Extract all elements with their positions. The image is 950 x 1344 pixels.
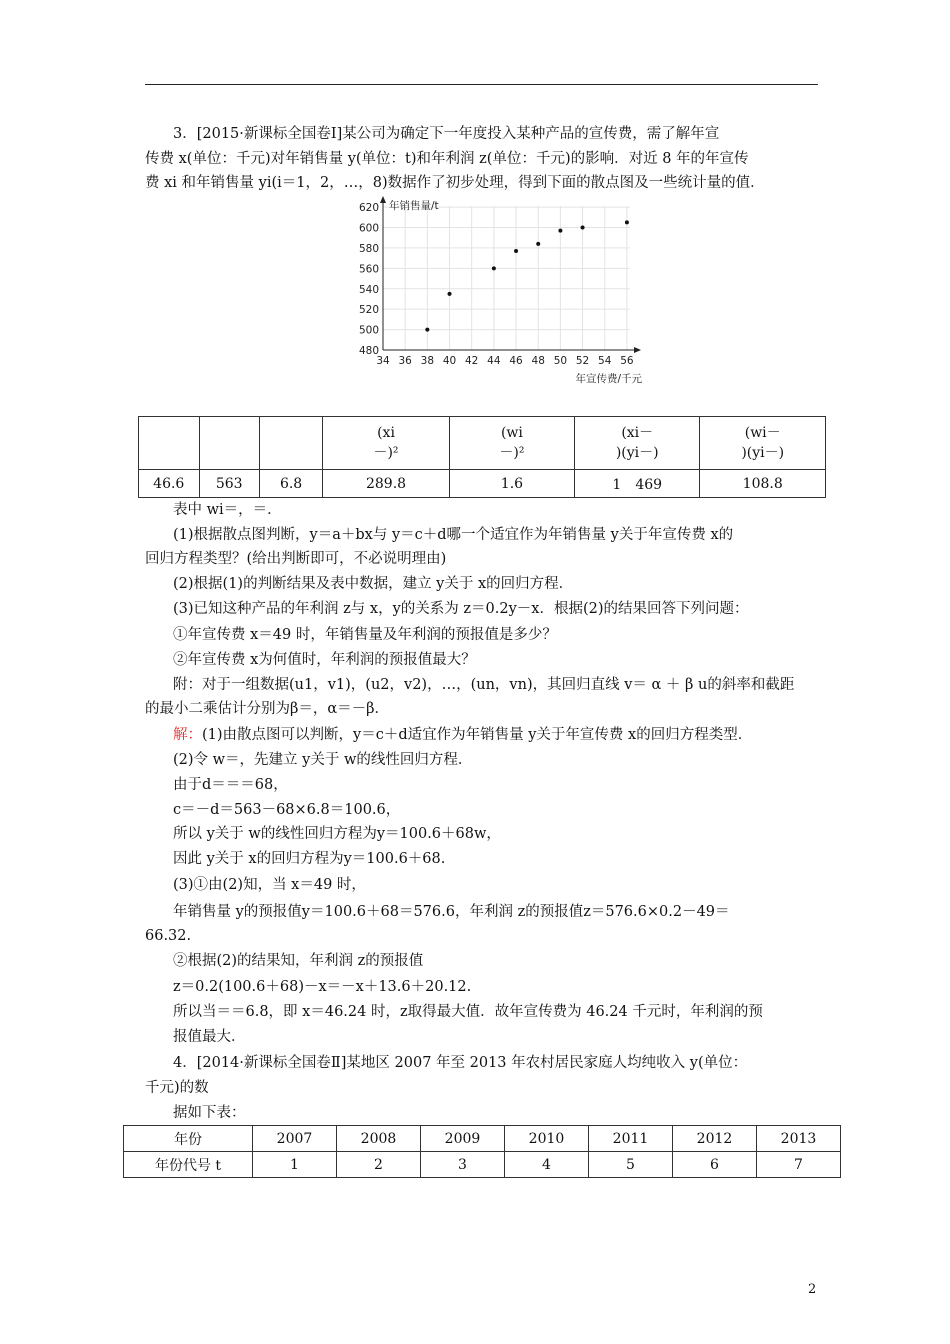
table1-header-cell: (xi －)² xyxy=(323,417,450,470)
year-code-cell: 3 xyxy=(421,1152,505,1178)
table1-header-cell xyxy=(199,417,259,470)
body-text: (3)①由(2)知，当 x＝49 时， xyxy=(173,877,366,893)
body-text: ②根据(2)的结果知，年利润 z的预报值 xyxy=(173,953,424,969)
year-cell: 2013 xyxy=(757,1126,841,1152)
year-cell: 2009 xyxy=(421,1126,505,1152)
body-text: 千元)的数 xyxy=(145,1080,209,1096)
body-line xyxy=(145,926,191,946)
body-line xyxy=(145,699,389,719)
stats-table xyxy=(138,416,826,498)
x-axis-arrow xyxy=(634,347,641,353)
x-tick-label: 52 xyxy=(575,355,590,367)
table1-header-cell xyxy=(139,417,200,470)
body-line xyxy=(145,549,446,569)
body-text: 据如下表： xyxy=(173,1105,246,1121)
body-text: 所以 y关于 w的线性回归方程为y＝100.6＋68w， xyxy=(173,826,501,842)
body-text: 4．[2014·新课标全国卷Ⅱ]某地区 2007 年至 2013 年农村居民家庭人均纯收入 y(单位： xyxy=(173,1055,748,1071)
year-cell: 2011 xyxy=(589,1126,673,1152)
body-line xyxy=(173,500,282,520)
y-tick-label: 560 xyxy=(358,263,379,276)
table1-value-cell: 46.6 xyxy=(139,470,200,498)
year-code-cell: 4 xyxy=(505,1152,589,1178)
table1-value-cell: 289.8 xyxy=(323,470,450,498)
body-line xyxy=(173,902,730,922)
year-cell: 2010 xyxy=(505,1126,589,1152)
scatter-point xyxy=(448,292,452,296)
body-line xyxy=(173,800,400,820)
scatter-point xyxy=(558,229,562,233)
body-text: z＝0.2(100.6＋68)－x＝－x＋13.6＋20.12. xyxy=(173,979,472,995)
body-text: 表中 wi＝，＝． xyxy=(173,502,282,518)
body-text: (3)已知这种产品的年利润 z与 x，y的关系为 z＝0.2y－x．根据(2)的结果回答下列问题： xyxy=(173,601,749,617)
body-line xyxy=(145,1078,209,1098)
x-tick-label: 54 xyxy=(598,355,612,367)
y-tick-label: 520 xyxy=(358,304,379,317)
x-tick-label: 46 xyxy=(509,355,523,367)
year-code-cell: 1 xyxy=(253,1152,337,1178)
body-line xyxy=(173,750,472,770)
year-code-cell: 6 xyxy=(673,1152,757,1178)
q3-line-2: 传费 x(单位：千元)对年销售量 y(单位：t)和年利润 z(单位：千元)的影响．对近 8 年的年宣传 xyxy=(145,151,749,167)
scatter-point xyxy=(514,249,518,253)
body-line xyxy=(173,599,748,619)
q3-line-3: 费 xi 和年销售量 yi(i＝1，2，…，8)数据作了初步处理，得到下面的散点图及一些统计量的值． xyxy=(145,175,765,191)
body-line xyxy=(173,951,423,971)
body-line xyxy=(173,875,366,895)
table1-value-cell: 1.6 xyxy=(449,470,574,498)
body-text: 报值最大． xyxy=(173,1029,246,1045)
y-tick-label: 480 xyxy=(358,345,379,357)
table1-value-cell: 108.8 xyxy=(700,470,826,498)
x-tick-label: 44 xyxy=(487,355,501,367)
body-text: (2)令 w＝，先建立 y关于 w的线性回归方程． xyxy=(173,752,473,768)
year-table xyxy=(123,1125,841,1178)
x-axis-label: 年宣传费/千元 xyxy=(575,373,642,385)
scatter-point xyxy=(425,328,429,332)
year-code-cell: 年份代号 t xyxy=(124,1152,253,1178)
body-text: c＝－d＝563－68×6.8＝100.6， xyxy=(173,802,401,818)
x-tick-label: 36 xyxy=(398,355,412,367)
body-line xyxy=(173,625,557,645)
header-rule xyxy=(145,84,818,85)
body-text: 的最小二乘估计分别为β＝，α＝－β． xyxy=(145,701,390,717)
table1-header-cell xyxy=(259,417,322,470)
body-line xyxy=(173,525,733,545)
table1-header-cell: (xi－ )(yi－) xyxy=(575,417,700,470)
body-text: (1)根据散点图判断，y＝a＋bx与 y＝c＋d哪一个适宜作为年销售量 y关于年宣传费 x的 xyxy=(173,527,734,543)
body-text: ②年宣传费 x为何值时，年利润的预报值最大？ xyxy=(173,652,476,668)
body-line xyxy=(173,675,794,695)
x-tick-label: 42 xyxy=(465,355,479,367)
year-code-cell: 2 xyxy=(337,1152,421,1178)
x-tick-label: 48 xyxy=(531,355,545,367)
body-text: (2)根据(1)的判断结果及表中数据，建立 y关于 x的回归方程． xyxy=(173,576,574,592)
body-line xyxy=(173,775,288,795)
body-line xyxy=(173,1053,747,1073)
body-line xyxy=(173,650,476,670)
body-line xyxy=(173,1027,246,1047)
scatter-point xyxy=(581,226,585,230)
scatter-point xyxy=(536,242,540,246)
table1-value-cell: 1 469 xyxy=(575,470,700,498)
body-line xyxy=(173,977,471,997)
body-text: 因此 y关于 x的回归方程为y＝100.6＋68. xyxy=(173,851,446,867)
body-line xyxy=(173,1002,763,1022)
body-line xyxy=(173,824,501,844)
scatter-chart xyxy=(355,195,645,390)
x-tick-label: 38 xyxy=(420,355,435,367)
year-cell: 2008 xyxy=(337,1126,421,1152)
table1-header-cell: (wi－ )(yi－) xyxy=(700,417,826,470)
body-line xyxy=(173,725,752,745)
y-tick-label: 580 xyxy=(358,242,379,255)
year-cell: 2007 xyxy=(253,1126,337,1152)
body-text: 由于d＝＝＝68， xyxy=(173,777,288,793)
body-text: 回归方程类型？(给出判断即可，不必说明理由) xyxy=(145,551,447,567)
year-cell: 年份 xyxy=(124,1126,253,1152)
body-line xyxy=(173,1103,246,1123)
y-axis-arrow xyxy=(380,196,386,203)
table1-header-cell: (wi －)² xyxy=(449,417,574,470)
year-cell: 2012 xyxy=(673,1126,757,1152)
x-tick-label: 56 xyxy=(620,355,634,367)
y-tick-label: 600 xyxy=(358,222,379,235)
x-tick-label: 40 xyxy=(442,355,457,367)
table1-value-cell: 6.8 xyxy=(259,470,322,498)
body-text: ①年宣传费 x＝49 时，年销售量及年利润的预报值是多少？ xyxy=(173,627,557,643)
body-text: 附：对于一组数据(u1，v1)，(u2，v2)，…，(un，vn)，其回归直线 v＝ α ＋ β u的斜率和截距 xyxy=(173,677,795,693)
year-code-cell: 5 xyxy=(589,1152,673,1178)
scatter-point xyxy=(492,266,496,270)
body-text: 66.32. xyxy=(145,928,192,944)
body-line xyxy=(173,574,573,594)
solution-label: 解： xyxy=(173,727,202,743)
x-tick-label: 34 xyxy=(376,355,390,367)
body-text: 所以当＝＝6.8，即 x＝46.24 时，z取得最大值．故年宣传费为 46.24 千元时，年利润的预 xyxy=(173,1004,763,1020)
table1-value-cell: 563 xyxy=(199,470,259,498)
year-code-cell: 7 xyxy=(757,1152,841,1178)
x-tick-label: 50 xyxy=(553,355,568,367)
y-tick-label: 540 xyxy=(358,283,379,296)
y-tick-label: 500 xyxy=(358,324,379,337)
body-text: (1)由散点图可以判断，y＝c＋d适宜作为年销售量 y关于年宣传费 x的回归方程类型． xyxy=(202,727,753,743)
body-line xyxy=(173,849,445,869)
q3-line-1: 3．[2015·新课标全国卷Ⅰ]某公司为确定下一年度投入某种产品的宣传费，需了解年宣 xyxy=(173,126,720,142)
y-axis-label: 年销售量/t xyxy=(389,200,439,212)
y-tick-label: 620 xyxy=(358,202,379,215)
body-text: 年销售量 y的预报值y＝100.6＋68＝576.6，年利润 z的预报值z＝576.6×0.2－49＝ xyxy=(173,904,730,920)
page-number: 2 xyxy=(808,1282,817,1297)
scatter-point xyxy=(625,220,629,224)
